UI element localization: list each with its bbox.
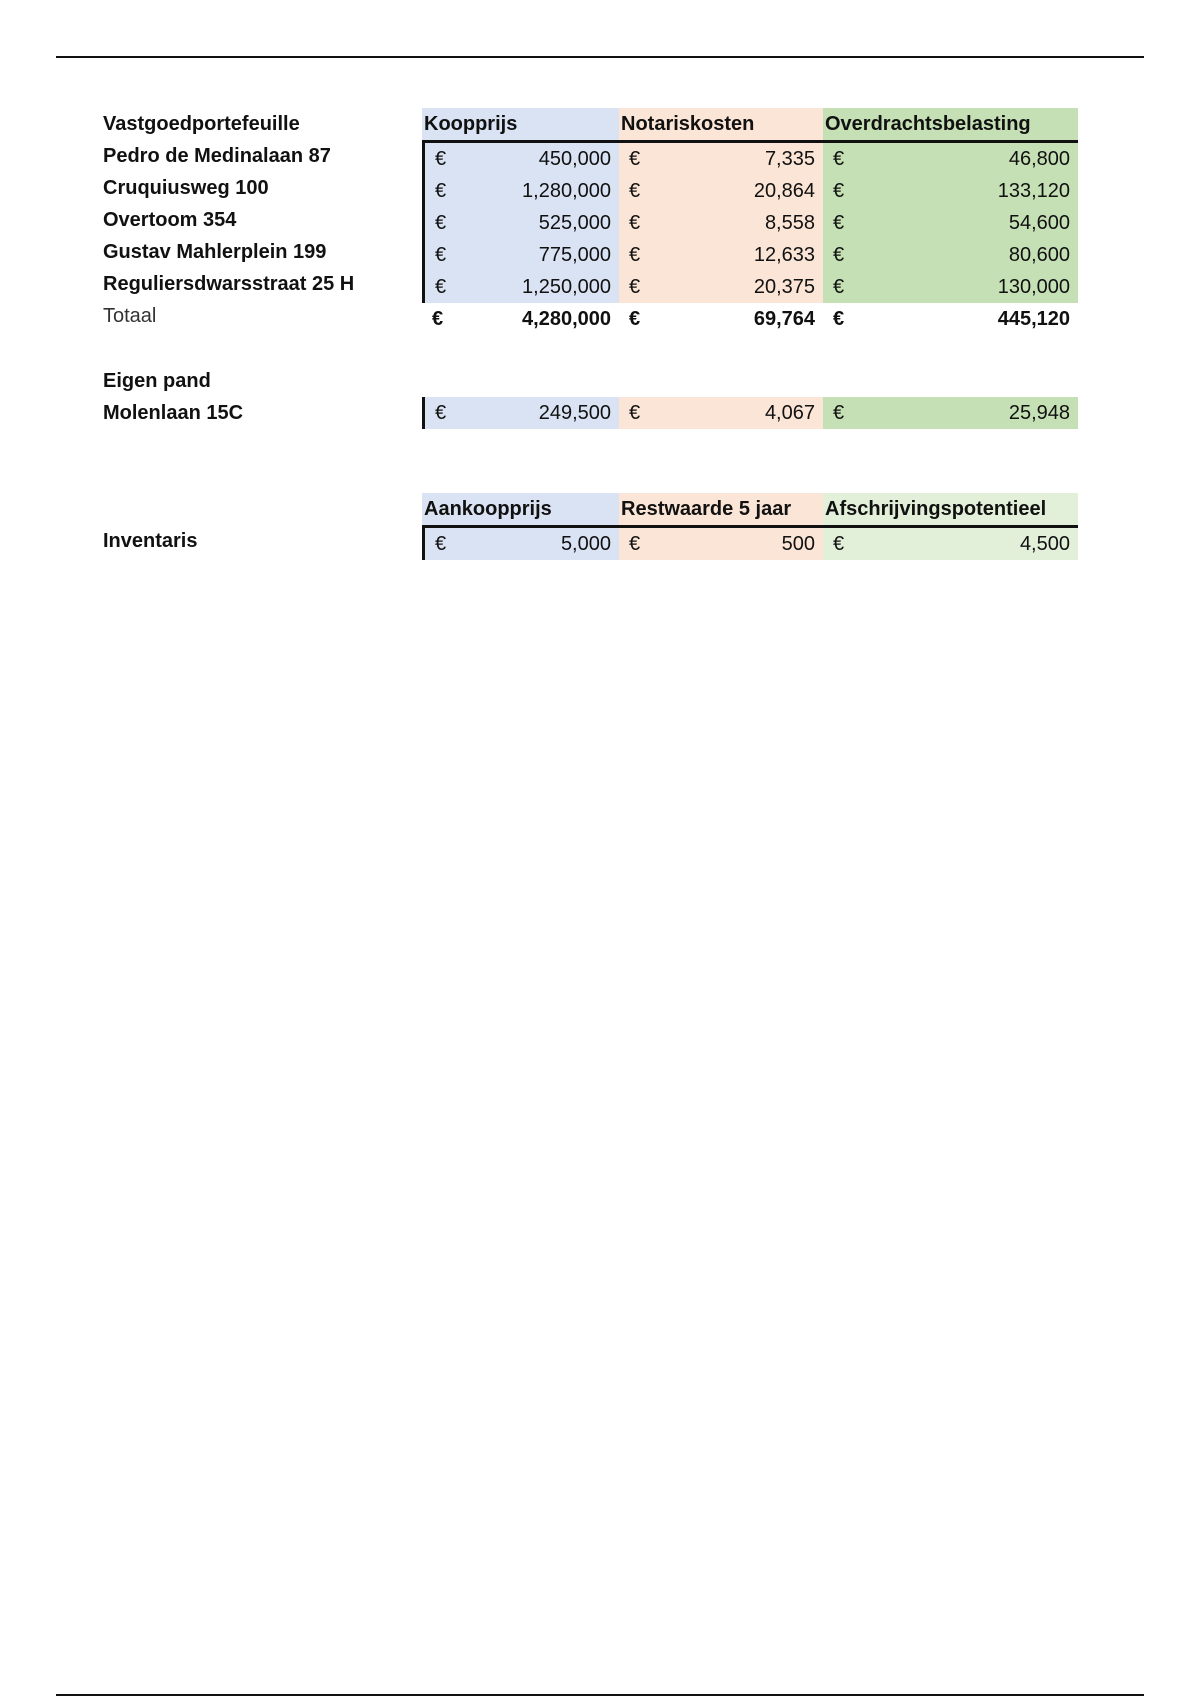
overdrachtsbelasting-value: 25,948 [1008,402,1070,424]
overdrachtsbelasting-value: 130,000 [997,276,1070,298]
notariskosten-value: 4,067 [764,402,815,424]
notariskosten-value: 12,633 [753,244,815,266]
row-label: Overtoom 354 [103,209,237,231]
currency-symbol: € [435,148,447,170]
currency-symbol: € [833,244,845,266]
table-row [422,175,1078,207]
notariskosten-value: 20,864 [753,180,815,202]
overdrachtsbelasting-value: 54,600 [1008,212,1070,234]
currency-symbol: € [833,180,845,202]
koopprijs-value: 450,000 [538,148,611,170]
total-notariskosten: 69,764 [753,308,815,330]
currency-symbol: € [833,533,845,555]
currency-symbol: € [432,308,444,330]
row-label: Gustav Mahlerplein 199 [103,241,327,263]
overdrachtsbelasting-value: 133,120 [997,180,1070,202]
currency-symbol: € [833,276,845,298]
notariskosten-value: 20,375 [753,276,815,298]
overdrachtsbelasting-value: 80,600 [1008,244,1070,266]
row-label: Molenlaan 15C [103,402,244,424]
table-row [422,271,1078,303]
row-label: Pedro de Medinalaan 87 [103,145,331,167]
table-header-row [422,493,1078,528]
notariskosten-value: 8,558 [764,212,815,234]
row-label: Reguliersdwarsstraat 25 H [103,273,355,295]
koopprijs-value: 1,250,000 [522,276,611,298]
currency-symbol: € [629,244,641,266]
currency-symbol: € [629,308,641,330]
portfolio-title: Vastgoedportefeuille [103,113,300,135]
aankoopprijs-value: 5,000 [560,533,611,555]
currency-symbol: € [833,402,845,424]
total-overdrachtsbelasting: 445,120 [997,308,1070,330]
own-property-title: Eigen pand [103,370,211,392]
own-property-table [422,397,1078,429]
overdrachtsbelasting-value: 46,800 [1008,148,1070,170]
total-label: Totaal [103,305,157,327]
currency-symbol: € [435,244,447,266]
afschrijvingspotentieel-value: 4,500 [1019,533,1070,555]
currency-symbol: € [435,212,447,234]
table-header-row [422,108,1078,143]
header-aankoopprijs: Aankoopprijs [422,493,619,525]
page-top-rule [56,56,1144,58]
currency-symbol: € [435,402,447,424]
page-bottom-rule [56,1694,1144,1696]
currency-symbol: € [435,276,447,298]
currency-symbol: € [833,212,845,234]
portfolio-table [422,108,1078,335]
currency-symbol: € [629,180,641,202]
header-koopprijs: Koopprijs [422,108,619,140]
currency-symbol: € [833,148,845,170]
koopprijs-value: 249,500 [538,402,611,424]
currency-symbol: € [629,148,641,170]
koopprijs-value: 775,000 [538,244,611,266]
header-afschrijvingspotentieel: Afschrijvingspotentieel [823,493,1078,525]
koopprijs-value: 525,000 [538,212,611,234]
table-row [422,207,1078,239]
currency-symbol: € [833,308,845,330]
currency-symbol: € [435,180,447,202]
notariskosten-value: 7,335 [764,148,815,170]
table-row [422,143,1078,175]
currency-symbol: € [629,533,641,555]
restwaarde-value: 500 [781,533,815,555]
table-row [422,239,1078,271]
header-overdrachtsbelasting: Overdrachtsbelasting [823,108,1078,140]
currency-symbol: € [629,212,641,234]
currency-symbol: € [629,402,641,424]
total-row [422,303,1078,335]
currency-symbol: € [629,276,641,298]
currency-symbol: € [435,533,447,555]
row-label: Cruquiusweg 100 [103,177,269,199]
table-row [422,397,1078,429]
header-restwaarde: Restwaarde 5 jaar [619,493,823,525]
koopprijs-value: 1,280,000 [522,180,611,202]
total-koopprijs: 4,280,000 [522,308,611,330]
header-notariskosten: Notariskosten [619,108,823,140]
row-label: Inventaris [103,530,198,552]
inventory-table [422,493,1078,560]
table-row [422,528,1078,560]
